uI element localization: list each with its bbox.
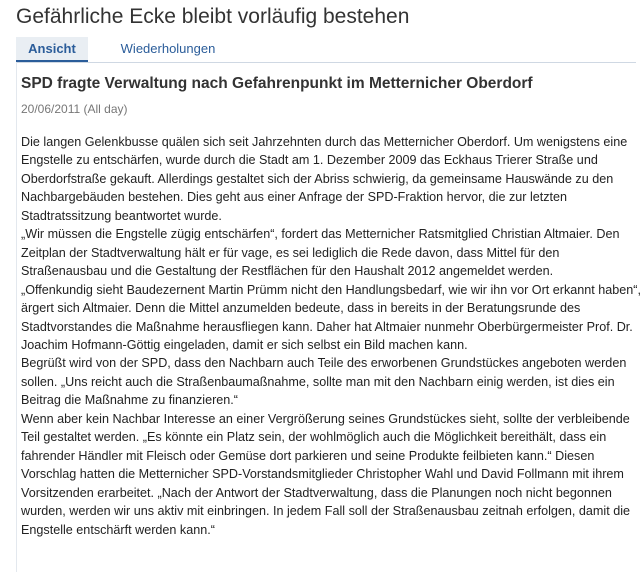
tab-bar: [16, 37, 636, 63]
tab-ansicht[interactable]: Ansicht: [16, 37, 88, 62]
tab-wiederholungen[interactable]: Wiederholungen: [120, 41, 216, 56]
event-date: 20/06/2011 (All day): [21, 102, 128, 116]
paragraph: Begrüßt wird von der SPD, dass den Nachbarn auch Teile des erworbenen Grundstückes angeboten werden sollen. „Uns reicht auch die Straßenbaumaßnahme, sollte man mit den Nachbarn einig werden, ist dies ein Beitrag die Maßnahme zu finanzieren.“: [21, 356, 627, 408]
paragraph: Wenn aber kein Nachbar Interesse an einer Vergrößerung seines Grundstückes sieht, sollte der verbleibende Teil gestaltet werden. „Es könnte ein Platz sein, der wohlmöglich auch die Möglichkeit bereithält, dass ein fahrender Händler mit Fleisch oder Gemüse dort parkieren und seine Produkte feilbieten kann.“ Diesen Vorschlag hatten die Metternicher SPD-Vorstandsmitglieder Christopher Wahl und David Follmann mit ihrem Vorsitzenden erarbeitet. „Nach der Antwort der Stadtverwaltung, dass die Planungen noch nicht begonnen wurden, werden wir uns aktiv mit einbringen. In jedem Fall soll der Straßenausbau zeitnah erfolgen, damit die Engstelle entschärft werden kann.“: [21, 411, 631, 537]
page-title: Gefährliche Ecke bleibt vorläufig bestehen: [16, 5, 410, 28]
article-title: SPD fragte Verwaltung nach Gefahrenpunkt im Metternicher Oberdorf: [21, 75, 533, 92]
event-content: [16, 62, 642, 572]
paragraph: Die langen Gelenkbusse quälen sich seit Jahrzehnten durch das Metternicher Oberdorf. Um wenigstens eine Engstelle zu entschärfen, wurde durch die Stadt am 1. Dezember 2009 das Eckhaus Trierer Straße und Oberdorfstraße gekauft. Allerdings gestaltet sich der Abriss schwierig, da gemeinsame Hauswände zu den Nachbargebäuden bestehen. Dies geht aus einer Anfrage der SPD-Fraktion hervor, die zur letzten Stadtratssitzung beantwortet wurde.: [21, 135, 628, 223]
article-body: [21, 133, 641, 539]
paragraph: „Wir müssen die Engstelle zügig entschärfen“, fordert das Metternicher Ratsmitglied Christian Altmaier. Den Zeitplan der Stadtverwaltung hält er für vage, es sei lediglich die Rede davon, dass Mittel für den Straßenausbau und die Gestaltung der Restflächen für den Haushalt 2012 angemeldet werden.: [21, 227, 620, 279]
paragraph: „Offenkundig sieht Baudezernent Martin Prümm nicht den Handlungsbedarf, wie wir ihn vor Ort erkannt haben“, ärgert sich Altmaier. Denn die Mittel anzumelden bedeute, dass in bereits in der Beratungsrunde des Stadtvorstandes die Maßnahme herausfliegen kann. Daher hat Altmaier nunmehr Oberbürgermeister Prof. Dr. Joachim Hofmann-Göttig eingeladen, damit er sich selbst ein Bild machen kann.: [21, 282, 641, 352]
